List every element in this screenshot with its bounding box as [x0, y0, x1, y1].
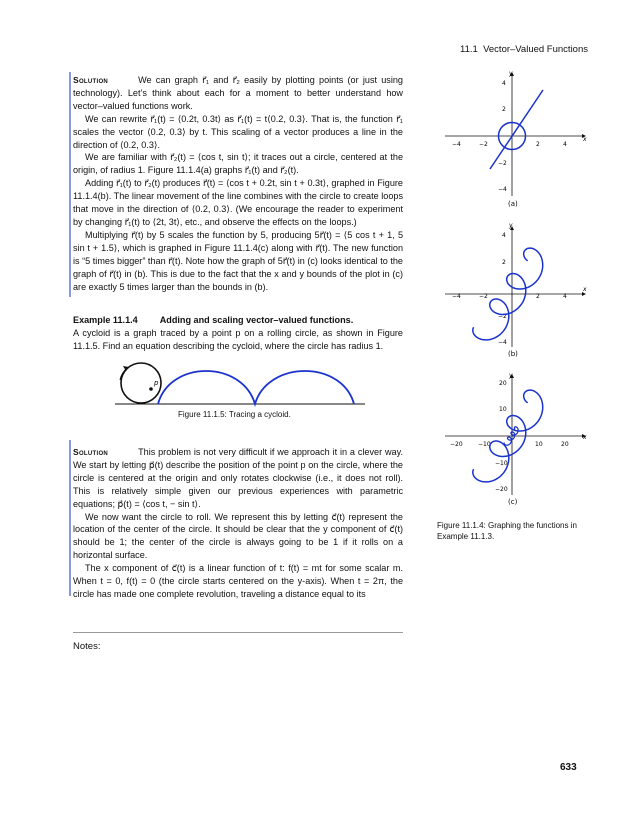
panel-label: (c): [508, 498, 518, 506]
solution-1-p3: We are familiar with r⃗₂(t) = ⟨cos t, sin t⟩; it traces out a circle, centered at the origin, of radius 1. Figure 11.1.4(a) graphs r⃗₁(t) and r⃗₂(t).: [73, 152, 403, 176]
section-number: 11.1: [460, 44, 478, 55]
notes-divider: [73, 632, 403, 633]
x-tick: 10: [535, 441, 543, 448]
panel-label: (b): [508, 350, 518, 358]
example-label: Example 11.1.4: [73, 315, 138, 325]
solution-label-2: Solution: [73, 447, 109, 457]
y-tick: −4: [498, 186, 507, 193]
y-label: y: [509, 222, 513, 229]
y-label: y: [509, 70, 513, 77]
x-tick: 4: [563, 293, 567, 300]
y-tick: −10: [495, 460, 508, 467]
x-tick: 2: [536, 141, 540, 148]
graph-panel-a: [440, 68, 590, 213]
panel-label: (a): [508, 200, 518, 208]
line-r1: [490, 90, 543, 169]
solution-label: Solution: [73, 75, 109, 85]
x-label: x: [583, 286, 587, 293]
x-tick: 20: [561, 441, 569, 448]
solution-1-p5: Multiplying r⃗(t) by 5 scales the function by 5, producing 5r⃗(t) = ⟨5 cos t + 1, 5 sin t + 1.5⟩, which is graphed in Figure 11.1.4(c) along with r⃗(t). The new function is “5 times bigger” than r⃗(t). Note how the graph of 5r⃗(t) in (c) looks identical to the graph of r⃗(t) in (b). This is due to the fact that the x and y bounds of the plot in (c) are exactly 5 times larger than the bounds in (b).: [73, 229, 403, 292]
solution-1-p4: Adding r⃗₁(t) to r⃗₂(t) produces r⃗(t) = ⟨cos t + 0.2t, sin t + 0.3t⟩, graphed in Figure 11.1.4(b). The linear movement of the line combines with the circle to create loops that move in the direction of ⟨0.2, 0.3⟩. (We encourage the reader to experiment by changing r⃗₁(t) to ⟨2t, 3t⟩, etc., and observe the effects on the loops.): [73, 178, 403, 227]
point-p-label: p: [154, 379, 159, 387]
x-tick: −4: [452, 141, 461, 148]
y-tick: −2: [498, 313, 507, 320]
example-text: A cycloid is a graph traced by a point p on a rolling circle, as shown in Figure 11.1.5. Find an equation describing the cycloid, where the circle has radius 1.: [73, 327, 403, 351]
solution-1-p2: We can rewrite r⃗₁(t) = ⟨0.2t, 0.3t⟩ as r⃗₁(t) = t⟨0.2, 0.3⟩. That is, the function r⃗₁ scales the vector ⟨0.2, 0.3⟩ by t. This scaling of a vector produces a line in the direction of ⟨0.2, 0.3⟩.: [73, 113, 403, 150]
y-tick: 10: [499, 406, 507, 413]
notes-label: Notes:: [73, 641, 101, 652]
example-title: Adding and scaling vector–valued functions.: [159, 315, 354, 325]
x-tick: −4: [452, 293, 461, 300]
y-tick: 4: [502, 232, 506, 239]
solution-2-p3: The x component of c⃗(t) is a linear function of t: f(t) = mt for some scalar m. When t = 0, f(t) = 0 (the circle starts centered on the y-axis). When t = 2π, the circle has made one complete revolution, traveling a distance equal to its: [73, 563, 403, 599]
cycloid-figure: [110, 360, 370, 410]
solution-2-p2: We now want the circle to roll. We represent this by letting c⃗(t) represent the location of the center of the circle. It should be clear that the y component of c⃗(t) should be 1; the center of the circle is always going to be 1 if it rolls on a horizontal surface.: [73, 511, 403, 561]
solution-1: [73, 74, 403, 293]
graph-panel-c: [440, 370, 590, 510]
cycloid-arcs: [158, 371, 354, 404]
solution-bar: [69, 72, 71, 297]
page-number: 633: [560, 762, 577, 773]
point-p: [149, 387, 153, 391]
y-tick: 20: [499, 380, 507, 387]
y-tick: −4: [498, 339, 507, 346]
x-tick: −20: [450, 441, 463, 448]
y-tick: −20: [495, 486, 508, 493]
y-label: y: [509, 372, 513, 379]
y-tick: 4: [502, 80, 506, 87]
x-tick: −2: [479, 293, 488, 300]
x-label: x: [583, 434, 587, 441]
x-tick: 4: [563, 141, 567, 148]
x-tick: 2: [536, 293, 540, 300]
figure-11-1-5-caption: Figure 11.1.5: Tracing a cycloid.: [178, 410, 291, 419]
x-tick: −10: [478, 441, 491, 448]
solution-2-p1: This problem is not very difficult if we approach it in a clever way. We start by letting p⃗(t) describe the position of the point p on the circle, where the circle is centered at the origin and only rotates clockwise (i.e., it does not roll). This is relatively simple given our previous experiences with parametric equations; p⃗(t) = ⟨cos t, − sin t⟩.: [73, 447, 403, 509]
graph-panel-b: [440, 222, 590, 362]
y-tick: 2: [502, 106, 506, 113]
y-tick: 2: [502, 259, 506, 266]
solution-2: [73, 446, 403, 601]
solution-bar-2: [69, 440, 71, 596]
figure-11-1-4-caption: Figure 11.1.4: Graphing the functions in Example 11.1.3.: [437, 521, 577, 541]
y-tick: −2: [498, 160, 507, 167]
x-tick: −2: [479, 141, 488, 148]
x-label: x: [583, 136, 587, 143]
example-block: [73, 314, 403, 353]
section-title: Vector–Valued Functions: [483, 44, 588, 55]
solution-1-p1: We can graph r⃗₁ and r⃗₂ easily by plotting points (or just using technology). Let’s think about each for a moment to better understand how vector–valued functions work.: [73, 75, 403, 111]
running-header: [460, 44, 588, 55]
